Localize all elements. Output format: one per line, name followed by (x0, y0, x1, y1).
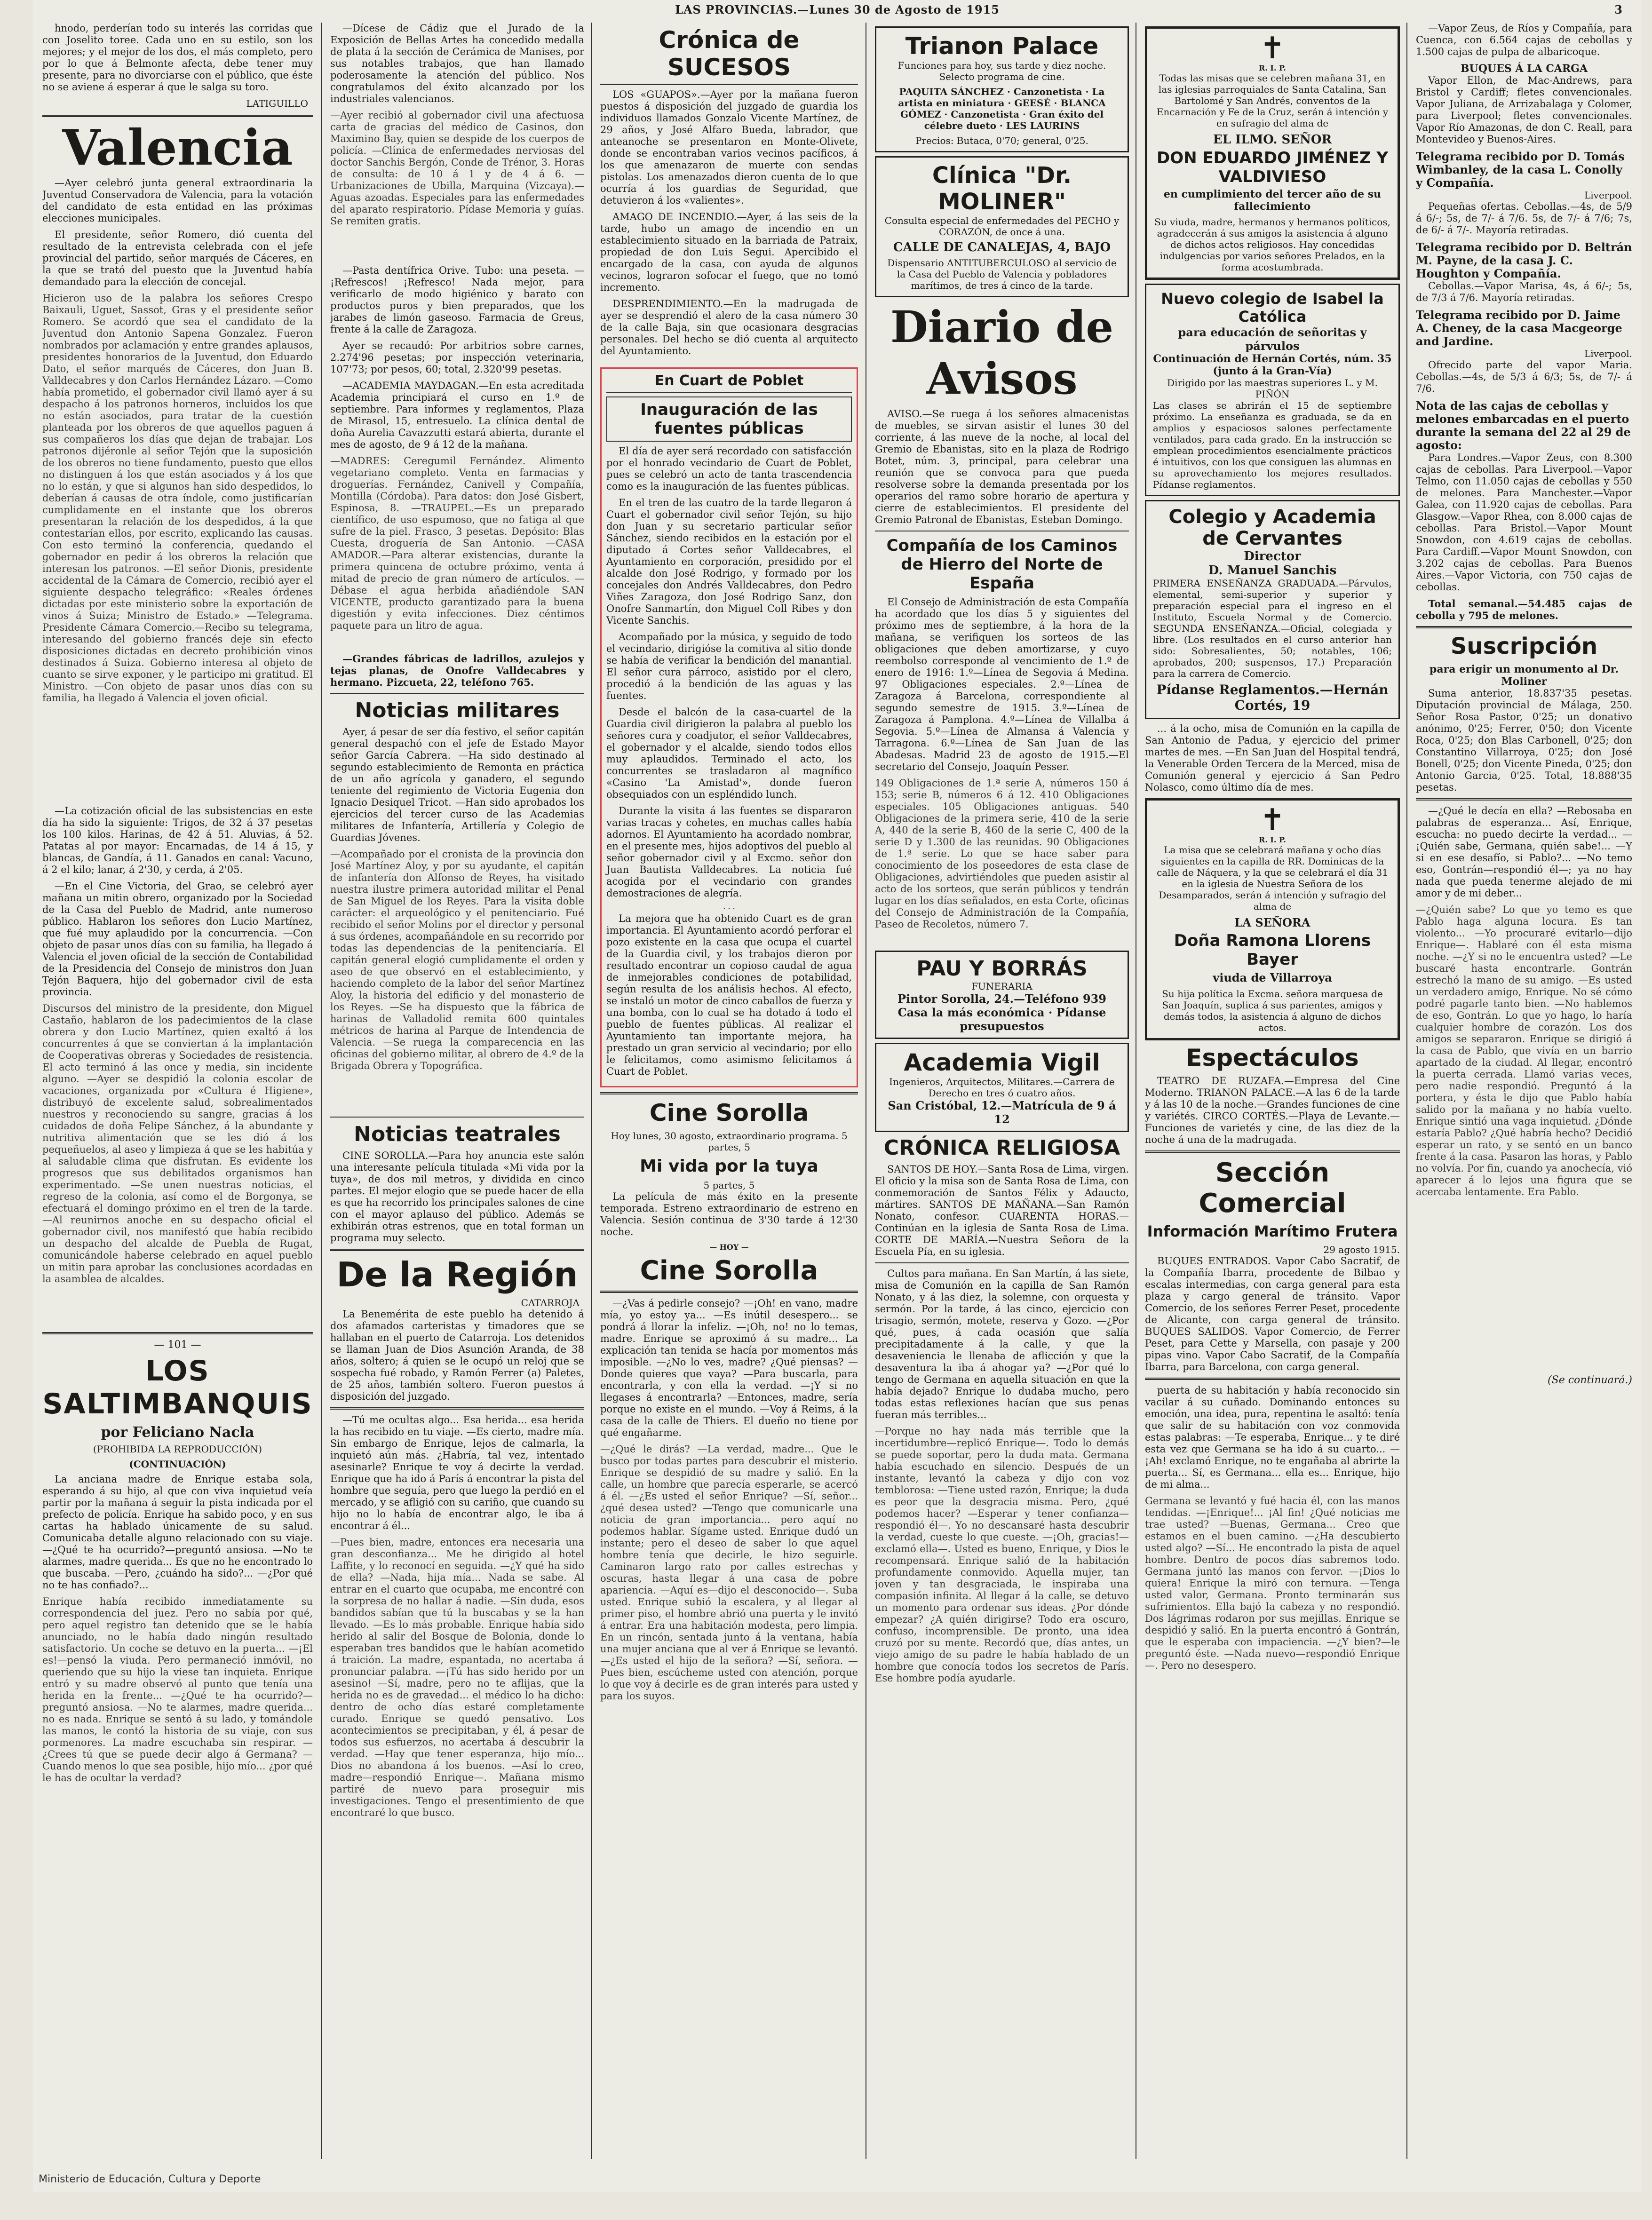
academia-text: Ingenieros, Arquitectos, Militares.—Carrera de Derecho en tres ó cuatro años. (889, 1076, 1115, 1099)
poblet-article-box (600, 367, 858, 1087)
feuilleton-text: puerta de su habitación y había reconocido sin vacilar á su cuñado. Dominando entonces su emoción, una idea, pura, repentina le asaltó: tenía que salir de su habitación con voz conmovida estas palabras: —Te esperaba, Enrique... y te diré esta vez que Germana se ha ido á su cuarto... —¡Ah! exclamó Enrique, no te engañaba al abrirte la puerta... Sí, es Germana... ella es... Enrique, hijo de mi alma... (1145, 1385, 1400, 1490)
feuilleton-title: LOS SALTIMBANQUIS (42, 1355, 313, 1420)
divider (1145, 1378, 1400, 1380)
pau-title: PAU Y BORRÁS (916, 957, 1088, 981)
telegram-title: Telegrama recibido por D. Tomás Wimbanley, de la casa L. Conolly y Compañía. (1416, 150, 1625, 190)
divider (1416, 798, 1632, 801)
divider (875, 1262, 1129, 1263)
end-note: (Se continuará.) (1548, 1374, 1632, 1386)
obituary-name: Doña Ramona Llorens Bayer (1174, 931, 1371, 969)
filler-text: 149 Obligaciones de 1.ª serie A, números 150 á 153; serie B, números 6 á 12. 410 Obligaciones especiales. 105 Obligaciones antiguas. 540 Obligaciones de la primera serie, 410 de la serie A, 440 de la serie B, 460 de la serie C, 400 de la serie D y 1.300 de las reunidas. 90 Obligaciones de 1.ª serie. Lo que se hace saber para conocimiento de los poseedores de esta clase de Obligaciones, advirtiéndoles que pueden asistir al acto de los sorteos, que serán públicos y tendrán lugar en los días señalados, en esta Corte, oficinas del Consejo de Administración de la Compañía, Paseo de Recoletos, número 7. (875, 777, 1129, 930)
column-rule (591, 23, 592, 2159)
nota-text: Para Londres.—Vapor Zeus, con 8.300 cajas de cebollas. Para Liverpool.—Vapor Telmo, con 11.050 cajas de cebollas y 550 de melones. Para Manchester.—Vapor Galea, con 11.920 cajas de cebollas. Para Glasgow.—Vapor Rhea, con 8.000 cajas de cebollas. Para Bristol.—Vapor Mount Snowdon, con 4.619 cajas de cebollas. Para Cardiff.—Vapor Mount Snowdon, con 3.202 cajas de cebollas. Para Buenos Aires.—Vapor Victoria, con 750 cajas de cebollas. (1416, 452, 1632, 593)
divider (330, 1249, 584, 1251)
divider (42, 115, 313, 117)
filler-text: —Ayer recibió al gobernador civil una afectuosa carta de gracias del médico de Casinos, don Maximino Bay, quien se despide de los cuerpos de policía. —Clínica de enfermedades nerviosas del doctor Sanchis Bergón, Conde de Trénor, 3. Horas de consulta: de 10 á 1 y de 4 á 6. —Urbanizaciones de Ubilla, Marquina (Vizcaya).—Aguas azoadas. Especiales para las enfermedades del aparato respiratorio. Pídase Memoria y guías. Se remiten gratis. (330, 110, 584, 227)
trianon-title: Trianon Palace (905, 32, 1099, 60)
footer-credit: Ministerio de Educación, Cultura y Deporte (39, 2173, 261, 2185)
suscripcion-title: Suscripción (1450, 633, 1598, 659)
article-text: —Ayer celebró junta general extraordinaria la Juventud Conservadora de Valencia, para la votación del candidato de esta entidad en las próximas elecciones municipales. (42, 177, 313, 224)
page-number: 3 (1614, 3, 1623, 16)
divider (42, 1332, 313, 1334)
article-text: —En el Cine Victoria, del Grao, se celebró ayer mañana un mitin obrero, organizado por la Sociedad de la Casa del Pueblo de Madrid, ante numeroso público. Hablaron los señores don Lucio Martínez, que fué muy aplaudido por la concurrencia. —Con objeto de pasar unos días con su familia, ha llegado á Valencia el joven oficial de la sección de Contabilidad de la Presidencia del Consejo de ministros don Juan Tejón Baquera, hijo del gobernador civil de esta provincia. (42, 880, 313, 998)
filler-text: —¿Quién sabe? Lo que yo temo es que Pablo haga alguna locura. Es tan violento... —Yo procuraré evitarlo—dijo Enrique—. Hablaré con él esta misma noche. —¿Y si no le encuentra usted? —Le buscaré hasta encontrarle. Gontrán estrechó la mano de su amigo. —Es usted un verdadero amigo, Enrique. No sé cómo podré pagarle tanto bien. —No hablemos de eso, Gontrán. Lo que yo hago, lo haría cualquier hombre de corazón. Los dos amigos se separaron. Enrique se dirigió á la casa de Pablo, que vivía en un barrio apartado de la ciudad. Al llegar, encontró la puerta cerrada. Llamó varias veces, pero nadie respondió. Preguntó á la portera, y ésta le dijo que Pablo había salido por la mañana y no había vuelto. Enrique sintió una vaga inquietud. ¿Dónde estaría Pablo? ¿Qué habría hecho? Decidió esperar un rato, y se sentó en un banco frente á la casa. Pasaron las horas, y Pablo no volvía. Por fin, cuando ya anochecía, vió aparecer á lo lejos una figura que se acercaba lentamente. Era Pablo. (1416, 904, 1632, 1197)
ad-clinica-moliner (875, 156, 1129, 297)
poblet-headline: Inauguración de las fuentes públicas (606, 396, 852, 442)
isabel-subtitle: para educación de señoritas y párvulos (1178, 325, 1367, 353)
filler-text: Germana se levantó y fué hacia él, con las manos tendidas. —¡Enrique!... ¡Al fin! ¿Qué noticias me trae usted? —Buenas, Germana... Creo que estamos en el buen camino. —¿Ha descubierto usted algo? —Sí... He encontrado la pista de aquel hombre. Dentro de pocos días sabremos todo. Germana juntó las manos con fervor. —¡Dios lo quiera! Enrique la miró con ternura. —Tenga usted valor, Germana. Pronto terminarán sus sufrimientos. Ella bajó la cabeza y no respondió. Dos lágrimas rodaron por sus mejillas. Enrique se despidió y salió. En la puerta encontró á Gontrán, que le esperaba con impaciencia. —¿Y bien?—le preguntó éste. —Nada nuevo—respondió Enrique—. Pero no desespero. (1145, 1495, 1400, 1671)
ad-trianon (875, 26, 1129, 152)
feuilleton-text: —Tú me ocultas algo... Esa herida... esa herida la has recibido en tu viaje. —Es cierto, madre mía. Sin embargo de Enrique, lejos de calmarla, la inquietó aún más. ¿Habría, tal vez, intentado asesinarle? Enrique te voy á decirte la verdad. Enrique que ha ido á París á encontrar la pista del hombre que seguía, pero que luego la perdió en el mercado, y se afligió con su cariño, que cuando su hijo no lo había de encontrar algo, le iba á encontrar á él... (330, 1414, 584, 1531)
column-4 (875, 23, 1129, 2158)
filler-text: —Porque no hay nada más terrible que la incertidumbre—replicó Enrique—. Todo lo demás se puede soportar, pero la duda mata. Germana había escuchado en silencio. Después de un instante, levantó la cabeza y dijo con voz temblorosa: —Tiene usted razón, Enrique; la duda es peor que la desgracia misma. Pero, ¿qué podemos hacer? —Esperar y tener confianza—respondió él—. Yo no descansaré hasta descubrir la verdad, cueste lo que cueste. —¡Oh, gracias!—exclamó ella—. Usted es bueno, Enrique, y Dios le recompensará. Enrique salió de la habitación profundamente conmovido. Aquella mujer, tan joven y tan desgraciada, le inspiraba una compasión infinita. Al llegar á la calle, se detuvo un momento para ordenar sus ideas. ¿Por dónde empezar? ¿A quién dirigirse? Todo era oscuro, confuso, incomprensible. De pronto, una idea cruzó por su mente. Recordó que, días antes, un viejo amigo de su padre le había hablado de un hombre que conocía todos los secretos de París. Ese hombre podía ayudarle. (875, 1426, 1129, 1684)
isabel-directors: Dirigido por las maestras superiores L. y M. PIÑÓN (1167, 377, 1378, 400)
masthead (33, 3, 1642, 19)
feuilleton-author: por Feliciano Nacla (101, 1424, 254, 1441)
masthead-title: LAS PROVINCIAS.—Lunes 30 de Agosto de 1915 (675, 3, 1000, 16)
divider (330, 693, 584, 694)
divider (600, 1291, 858, 1293)
obituary-jimenez (1145, 26, 1400, 280)
cine-film-parts: 5 partes, 5 (703, 1180, 755, 1191)
article-text: —Dícese de Cádiz que el Jurado de la Exposición de Bellas Artes ha concedido medalla de plata á la sección de Cerámica de Manises, por sus notables trabajos, que han llamado poderosamente la atención del público. Nos congratulamos del éxito alcanzado por los industriales valencianos. (330, 23, 584, 104)
cervantes-footer: Pídanse Reglamentos.—Hernán Cortés, 19 (1156, 682, 1389, 713)
section-title-teatrales: Noticias teatrales (354, 1122, 561, 1146)
pau-subtitle: FUNERARIA (971, 981, 1032, 992)
isabel-text: Las clases se abrirán el 15 de septiembre próximo. La enseñanza es graduada, se da en amplios y espaciosos salones perfectamente ventilados, para cada grado. En la instrucción se emplean procedimientos esencialmente prácticos é intuitivos, con los que consiguen las alumnas en su aprovechamiento los mejores resultados. Pídanse reglamentos. (1153, 400, 1392, 490)
article-text: CINE SOROLLA.—Para hoy anuncia este salón una interesante película titulada «Mi vida por la tuya», de dos mil metros, y dividida en cinco partes. El mejor elogio que se puede hacer de ella es que ha recorrido los principales salones de cine con el mayor aplauso del público. Además se exhibirán otras estrenos, que en total forman un programa muy selecto. (330, 1150, 584, 1244)
feuilleton-text: La anciana madre de Enrique estaba sola, esperando á su hijo, al que con viva inquietud veía partir por la mañana á seguir la pista indicada por el prefecto de policía. Enrique ha sabido poco, y en sus cartas ha hablado únicamente de su salud. Comunicaba detalle alguno relacionado con su viaje. —¿Qué te ha ocurrido?—preguntó ansiosa. —No te alarmes, madre querida... Es que no he encontrado lo que buscaba. —Pero, ¿cuándo ha sido?... —¿Por qué no te has confiado?... (42, 1474, 313, 1591)
column-1 (42, 23, 313, 2158)
telegram-title: Telegrama recibido por D. Beltrán M. Payne, de la casa J. C. Houghton y Compañía. (1416, 240, 1632, 280)
cine-film-title: Mi vida por la tuya (640, 1157, 818, 1176)
article-signature: LATIGUILLO (246, 98, 308, 109)
poblet-text: Acompañado por la música, y seguido de todo el vecindario, dirigióse la comitiva al sitio donde se había de verificar la bendición del manantial. El señor cura párroco, asistido por el clero, procedió á la bendición de las aguas y las fuentes. (606, 631, 852, 701)
market-prices: —La cotización oficial de las subsistencias en este día ha sido la siguiente: Trigos, de 32 á 37 pesetas los 100 kilos. Harinas, de 42 á 51. Aluvias, á 52. Patatas al por mayor: Encarnadas, de 14 á 15, y blancas, de Gandía, á 11. Ganados en canal: Vacuno, á 2 el kilo; lanar, á 2'30, y cerda, á 2'05. (42, 805, 313, 875)
ad-isabel-catolica (1145, 284, 1400, 496)
comercial-date: 29 agosto 1915. (1323, 1244, 1400, 1255)
nota-title: Nota de las cajas de cebollas y melones embarcadas en el puerto durante la semana del 22 al 29 de agosto: (1416, 399, 1631, 452)
telegram-text: Ofrecido parte del vapor Maria. Cebollas.—4s, de 5/3 á 6/3; 5s, de 7/- á 7/6. (1416, 359, 1632, 394)
nota-total: Total semanal.—54.485 cajas de cebolla y 795 de melones. (1416, 598, 1632, 621)
pau-address: Pintor Sorolla, 24.—Teléfono 939 (897, 992, 1106, 1006)
filler-text: —¿Qué le dirás? —La verdad, madre... Que le busco por todas partes para descubrir el misterio. Enrique se despidió de su madre y salió. En la calle, un hombre que parecía esperarle, se acercó á él. —¿Es usted el señor Enrique? —Sí, señor... ¿qué desea usted? —Tengo que comunicarle una noticia de gran importancia... pero aquí no podemos hablar. Sígame usted. Enrique dudó un instante; pero el deseo de saber lo que aquel hombre tenía que decirle, le hizo seguirle. Caminaron largo rato por calles estrechas y oscuras, hasta llegar á una casa de pobre apariencia. —Aquí es—dijo el desconocido—. Suba usted. Enrique subió la escalera, y al llegar al primer piso, el hombre abrió una puerta y le invitó á entrar. Era una habitación modesta, pero limpia. En un rincón, sentada junto á la ventana, había una mujer anciana que al ver á Enrique se levantó. —¿Es usted el hijo de la señora? —Sí, señora. —Pues bien, escúcheme usted con atención, porque lo que voy á decirle es de gran interés para usted y para los suyos. (600, 1443, 858, 1702)
article-text: La Benemérita de este pueblo ha detenido á dos afamados carteristas y timadores que se hallaban en el puerto de Catarroja. Los detenidos se llaman Juan de Dios Asunción Aranda, de 38 años, soltero; á quien se le ocupó un reloj que se sospecha fué robado, y Ramón Ferrer (a) Paletes, de 25 años, también soltero. Fueron puestos á disposición del juzgado. (330, 1308, 584, 1402)
religiosa-text: SANTOS DE HOY.—Santa Rosa de Lima, virgen. El oficio y la misa son de Santa Rosa de Lima, con conmemoración de Santos Félix y Adaucto, mártires. SANTOS DE MAÑANA.—San Ramón Nonato, confesor. CUARENTA HORAS.—Continúan en la iglesia de Santa Rosa de Lima. CORTE DE MARÍA.—Nuestra Señora de la Escuela Pía, en su iglesia. (875, 1164, 1129, 1257)
clinica-address: CALLE DE CANALEJAS, 4, BAJO (893, 240, 1111, 254)
obituary-family: Su hija política la Excma. señora marquesa de San Joaquín, suplica á sus parientes, amigos y demás todos, la asistencia á alguno de dichos actos. (1162, 988, 1383, 1033)
cervantes-text: PRIMERA ENSEÑANZA GRADUADA.—Párvulos, elemental, semi-superior y superior y preparación especial para el ingreso en el Instituto, Escuela Normal y de Comercio. SEGUNDA ENSEÑANZA.—Oficial, colegiada y libre. (Los resultados en el curso anterior han sido: Sobresalientes, 50; notables, 106; aprobados, 200; suspensos, 17.) Preparación para la carrera de Comercio. (1153, 578, 1392, 679)
ads-text: —Pasta dentífrica Orive. Tubo: una peseta. —¡Refrescos! ¡Refresco! Nada mejor, para verificarlo de modo higiénico y barato con productos puros y bien preparados, que los jarabes de limón gaseoso. Farmacia de Greus, frente á la calle de Zaragoza. (330, 265, 584, 335)
cervantes-director: D. Manuel Sanchis (1208, 563, 1337, 578)
feuilleton-text: Cultos para mañana. En San Martín, á las siete, misa de Comunión en la capilla de San Ramón Nonato, y á las diez, la solemne, con orquesta y sermón. Por la tarde, á las cinco, ejercicio con trisagio, sermón, motete, reserva y Gozo. —¿Por qué, pues, á cada ocasión que salía precipitadamente á la calle, y que la desaveniencia le llenaba de aflicción y que la desaventura la iba á ahogar ya? —¿Por qué lo tengo de Germana en aquella situación en que la había dejado? Enrique lo dudaba mucho, pero todas estas reflexiones hacían que sus penas fueran más terribles... (875, 1268, 1129, 1420)
espectaculos-title: Espectáculos (1186, 1044, 1359, 1071)
aviso-text: AVISO.—Se ruega á los señores almacenistas de muebles, se sirvan asistir el lunes 30 del corriente, á las nueve de la noche, al local del Gremio de Ebanistas, sito en la plaza de Rodrigo Botet, núm. 3, principal, para celebrar una reunión que se convoca para que pueda resolverse sobre la demanda presentada por los operarios del ramo sobre horario de apertura y cierre de establecimientos. El presidente del Gremio Patronal de Ebanistas, Esteban Domingo. (875, 408, 1129, 525)
feuilleton-note: (PROHIBIDA LA REPRODUCCIÓN) (93, 1443, 262, 1455)
feuilleton-text: —¿Qué le decía en ella? —Rebosaba en palabras de esperanza... Así, Enrique, escucha: no puedo decirte la verdad... —¡Quién sabe, Germana, quién sabe!... —Y si en ese desafío, si Pablo?... —No temo eso, Gontrán—respondió él—; ya no hay nada que pueda tenerme alejado de mi amor y de mi deber... (1416, 805, 1632, 899)
obituary-occasion: en cumplimiento del tercer año de su fallecimiento (1163, 188, 1382, 213)
cine-sorolla-subtitle: Hoy lunes, 30 agosto, extraordinario programa. 5 partes, 5 (611, 1130, 848, 1153)
cronica-religiosa-title: CRÓNICA RELIGIOSA (883, 1136, 1120, 1160)
cervantes-director-label: Director (1244, 549, 1301, 563)
cine-hoy: — HOY — (709, 1243, 749, 1252)
column-5 (1145, 23, 1400, 2158)
poblet-text: Desde el balcón de la casa-cuartel de la Guardia civil dirigieron la palabra al pueblo los señores cura y coadjutor, el señor Valldecabres, el gobernador y el alcalde, siendo todos ellos muy aplaudidos. Terminado el acto, los concurrentes se trasladaron al magnífico «Casino 'La Amistad'», donde fueron obsequiados con un espléndido lunch. (606, 706, 852, 800)
obituary-name: DON EDUARDO JIMÉNEZ Y VALDIVIESO (1156, 149, 1389, 186)
compania-text: El Consejo de Administración de esta Compañía ha acordado que los días 5 y siguientes del próximo mes de septiembre, á la hora de la mañana, se verifiquen los sorteos de las obligaciones que deben amortizarse, y cuyo reembolso corresponde al vencimiento de 1.º de enero de 1916: 1.º—Línea de Segovia á Medina. 97 Obligaciones especiales. 2.º—Línea de Zaragoza á Barcelona, correspondiente al segundo semestre de 1915. 3.º—Línea de Zaragoza á Pamplona. 4.º—Línea de Villalba á Segovia. 5.º—Línea de Almansa á Valencia y Tarragona. 6.º—Línea de San Juan de las Abadesas. Madrid 23 de agosto de 1915.—El secretario del Consejo, Joaquín Pesser. (875, 596, 1129, 772)
cine-sorolla-title: Cine Sorolla (649, 1099, 809, 1126)
telegram-place: Liverpool. (1584, 348, 1632, 359)
feuilleton-number: — 101 — (154, 1339, 201, 1351)
buques-text: BUQUES ENTRADOS. Vapor Cabo Sacratif, de la Compañía Ibarra, procedente de Bilbao y escalas intermedias, con carga general para esta plaza y cargo general de tránsito. Vapor Comercio, de los señores Ferrer Peset, procedente de Alicante, con carga general de tránsito. BUQUES SALIDOS. Vapor Comercio, de Ferrer Peset, para Cette y Marsella, con pasaje y 200 pipas vino. Vapor Cabo Sacratif, de la Compañía Ibarra, para Barcelona, con carga general. (1145, 1255, 1400, 1372)
divider (330, 1117, 584, 1118)
section-title-valencia: Valencia (62, 119, 293, 176)
seccion-comercial-title: Sección Comercial (1199, 1158, 1346, 1219)
obituary-llorens (1145, 798, 1400, 1040)
cross-icon: ✝ (1260, 803, 1285, 838)
obituary-text: Todas las misas que se celebren mañana 31, en las iglesias parroquiales de Santa Catalina, San Bartolomé y San Andrés, conventos de la Encarnación y Fe de la Cruz, serán á intención y en sufragio del alma de (1156, 72, 1389, 129)
article-text: hnodo, perderían todo su interés las corridas que con Joselito toree. Cada uno en su estilo, son los mejores; y el mejor de los dos, el más completo, pero por lo que á Belmonte afecta, debe tener muy presente, para no divorciarse con el público, que éste no se aviene á esperar á que le salga su toro. (42, 23, 313, 93)
obituary-honor: LA SEÑORA (1234, 916, 1310, 929)
obituary-widow: viuda de Villarroya (1213, 971, 1332, 984)
trianon-artists: PAQUITA SÁNCHEZ · Canzonetista · La artista en miniatura · GEESÉ · BLANCA GÓMEZ · Canzonetista · Gran éxito del célebre dueto · LES LAURINS (898, 86, 1106, 131)
column-6 (1416, 23, 1632, 2158)
espectaculos-text: TEATRO DE RUZAFA.—Empresa del Cine Moderno. TRIANON PALACE.—A las 6 de la tarde y á las 10 de la noche.—Grandes funciones de cine y variétés. CIRCO CORTÉS.—Playa de Levante.—Funciones de varietés y cine, de las diez de la noche á una de la madrugada. (1145, 1075, 1400, 1145)
feuilleton-text: —¿Vas á pedirle consejo? —¡Oh! en vano, madre mía, yo estoy ya... —Es inútil desespero... se pondrá á llorar la infeliz. —¡Oh, no! no lo temas, madre. Enrique se aproximó á su madre... La explicación tan tenida se hacía por momentos más imposible. —¿No lo ves, madre? ¿Qué piensas? —Donde quieres que vaya? —Para buscarla, para encontrarla, y con ella la verdad. —¡Y si no llegases á encontrarla? —Entonces, madre, sería porque no existe en el mundo. —Voy á Reims, á la casa de la calle de Thiers. El dueño no tiene por qué engañarme. (600, 1298, 858, 1438)
article-text: ... á la ocho, misa de Comunión en la capilla de San Antonio de Padua, y ejercicio del primer martes de mes. —En San Juan del Hospital tendrá, la Venerable Orden Tercera de la Merced, misa de Comunión general y ejercicio á San Pedro Nolasco, como último día de mes. (1145, 723, 1400, 793)
clinica-text: Consulta especial de enfermedades del PECHO y CORAZÓN, de once á una. (884, 215, 1120, 238)
filler-text: Discursos del ministro de la presidente, don Miguel Castaño, hablaron de los padecimientos de la clase obrera y don Lucio Martínez, quien exaltó á los concurrentes á que se conviertan á la implantación de Cooperativas obreras y Sociedades de resistencia. El acto terminó á las once y media, sin incidente alguno. —Ayer se despidió la colonia escolar de vacaciones, organizada por «Cultura é Higiene», distribuyó de excelente salud, sobrealimentados nuestros y reconociendo su sangre, gracias á los cuidados de doña Felipe Sánchez, á la abundante y nutritiva alimentación que se les dió á los pequeñuelos, al aseo y limpieza á que se les habitúa y al saludable clima que disfrutan. Es evidente los progresos que sus debilitados organismos han experimentado. —Se unen nuestras noticias, el regreso de la colonia, así como el de Borgonya, se efectuará el domingo próximo en el tren de la tarde. —Al reunirnos anoche en su despacho oficial el gobernador civil, nos manifestó que había recibido un despacho del alcalde de Puebla de Rugat, comunicándole haberse celebrado en aquel pueblo un mitin para aprobar las conclusiones acordadas en la asamblea de alcaldes. (42, 1003, 313, 1284)
divider (1145, 1150, 1400, 1153)
cross-icon: ✝ (1260, 31, 1285, 66)
telegram-text: Cebollas.—Vapor Marisa, 4s, á 6/-; 5s, de 7/3 á 7/6. Mayoría retiradas. (1416, 280, 1632, 303)
academia-address: San Cristóbal, 12.—Matrícula de 9 á 12 (888, 1099, 1116, 1126)
telegram-text: Pequeñas ofertas. Cebollas.—4s, de 5/9 á 6/-; 5s, de 7/- á 7/6. 5s, de 7/- á 7/6; 7s, de 6/- á 7/-. Mayoría retiradas. (1416, 201, 1632, 236)
diario-avisos-title: Diario de Avisos (890, 301, 1113, 404)
article-text: El presidente, señor Romero, dió cuenta del resultado de la entrevista celebrada con el jefe provincial del partido, señor marqués de Cáceres, en la que se trató del puesto que la Juventud había demandado para la elección de concejal. (42, 229, 313, 287)
column-3 (600, 23, 858, 2158)
column-2 (330, 23, 584, 2158)
ad-azulejos: —Grandes fábricas de ladrillos, azulejos y tejas planas, de Onofre Valldecabres y hermano. Pizcueta, 22, teléfono 765. (330, 653, 584, 688)
divider (1416, 626, 1632, 628)
obituary-text: La misa que se celebrará mañana y ocho días siguientes en la capilla de RR. Dominicas de la calle de Náquera, y la que se celebrará el día 31 en la iglesia de Nuestra Señora de los Desamparados, serán á intención y sufragio del alma de (1157, 844, 1388, 912)
cervantes-title: Colegio y Academia de Cervantes (1168, 506, 1376, 549)
obituary-honor: EL ILMO. SEÑOR (1213, 133, 1332, 147)
filler-text: Hicieron uso de la palabra los señores Crespo Baixauli, Uguet, Sassot, Gras y el presidente señor Romero. Se acordó que sea el candidato de la Juventud don Antonio Sapena Gonzalez. Fueron nombrados por aclamación y entre grandes aplausos, presidentes honorarios de la Juventud, don Eduardo Dato, el señor marqués de Cáceres, don Juan B. Valldecabres y don Carlos Hernández Lázaro. —Como había prometido, el gobernador civil llamó ayer á su despacho á los patronos horneros, incluidos los que no están asociados, para tratar de la cuestión planteada por los obreros de que aquellos paguen á sus compañeros los días que dejan de trabajar. Los patronos dijéronle al señor Tejón que la suposición de los obreros no tiene fundamento, puesto que ellos no distinguen á los que están asociados y á los que no lo están, y que si algunos han sido despedidos, lo deberían á causas de otra índole, como justificarían cumplidamente en el instante que los obreros presentaran la relación de los despedidos, á la que contestarían ellos, por escrito, explicando las causas. Con esto terminó la conferencia, quedando el gobernador en pedir á los obreros la relación que interesan los patronos. —El señor Dionis, presidente accidental de la Cámara de Comercio, recibió ayer el siguiente despacho telegráfico: «Reales órdenes dictadas por este ministerio sobre la exportación de vinos á Suiza; Ministro de Estado.» —Telegrama. Presidente Cámara Comercio.—Recibo su telegrama, interesando del gobierno francés deje sin efecto disposiciones dictadas en decreto prohibición vinos destinados á Suiza. Gobierno interesa al objeto de cuanto se sirve exponer, y le participo mi gratitud. El Ministro. —Con objeto de pasar unos días con su familia, ha llegado á Valencia el joven oficial. (42, 293, 313, 704)
column-rule (321, 23, 322, 2159)
separator-dots: · · · (723, 904, 735, 913)
article-text: AMAGO DE INCENDIO.—Ayer, á las seis de la tarde, hubo un amago de incendio en un establecimiento situado en la barriada de Patraix, propiedad de don Luis Segui. Apercibido el encargado de la casa, con ayuda de algunos vecinos, lograron sofocar el fuego, que no tomó incremento. (600, 211, 858, 293)
poblet-text: Durante la visita á las fuentes se dispararon varias tracas y cohetes, en muchas calles había adornos. El Ayuntamiento ha acordado nombrar, en el presente mes, hijos adoptivos del pueblo al señor gobernador civil y al Excmo. señor don Juan Bautista Valldecabres. La noticia fué acogida por el vecindario con grandes demostraciones de alegría. (606, 805, 852, 899)
seccion-comercial-subtitle: Información Marítimo Frutera (1147, 1222, 1398, 1240)
compania-title: Compañía de los Caminos de Hierro del Norte de España (886, 536, 1118, 593)
poblet-text: En el tren de las cuatro de la tarde llegaron á Cuart el gobernador civil señor Tejón, su hijo don Juan y su secretario particular señor Sánchez, siendo recibidos en la estación por el diputado á Cortes señor Valldecabres, el Ayuntamiento en corporación, presidido por el alcalde don José Rodrigo, y formado por los concejales don Andrés Valldecabres, don Pedro Viñes Zaragoza, don José Rodrigo Sanz, don Onofre Sanmartín, don Miguel Coll Ribes y don Vicente Sanchis. (606, 497, 852, 626)
filler-text: Enrique había recibido inmediatamente su correspondencia del juez. Pero no sabía por qué, pero aquel registro tan detenido que se le había anunciado, no le había dado ningún resultado satisfactorio. Un coche se detuvo en la puerta... —¡El es!—pensó la viuda. Pero permaneció inmóvil, no queriendo que su hijo la viese tan inquieta. Enrique entró y su madre observó al punto que tenía una herida en la frente... —¿Qué te ha ocurrido?—preguntó ansiosa. —No te alarmes, madre querida... no es nada. Enrique se sentó á su lado, y tomándole las manos, le contó la historia de su viaje, con sus pormenores. La madre escuchaba sin respirar. —¿Crees tú que se puede decir algo á Germana? —Cuando menos lo que sea posible, hijo mío... ¿por qué le has de ocultar la verdad? (42, 1596, 313, 1784)
newspaper-page (33, 0, 1642, 2192)
divider (330, 1407, 584, 1410)
ad-cervantes (1145, 500, 1400, 719)
poblet-kicker: En Cuart de Poblet (606, 373, 852, 393)
ad-pau-borras (875, 951, 1129, 1039)
filler-text: —Acompañado por el cronista de la provincia don José Martínez Aloy, y por su ayudante, el capitán de infantería don Alfonso de Reyes, ha visitado nuestra ilustre primera autoridad militar el Penal de San Miguel de los Reyes. Para la visita doble carácter: el arqueológico y el penitenciario. Fué recibido el señor Molins por el director y personal á sus órdenes, acompañándole en su recorrido por todas las dependencias de la penitenciaría. El capitán general elogió cumplidamente el orden y aseo de que observó en el establecimiento, y haciendo completo de la labor del señor Martínez Aloy, la historia del edificio y del monasterio de los Reyes. —Se ha dispuesto que la fábrica de harinas de Valladolid remita 600 quintales métricos de harina al Parque de Intendencia de Valencia. —Se ruega la comparecencia en las oficinas del gobierno militar, al obrero de 4.º de la Brigada Obrera y Topográfica. (330, 848, 584, 1071)
suscripcion-text: Suma anterior, 18.837'35 pesetas. Diputación provincial de Málaga, 250. Señor Rosa Pastor, 0'25; un donativo anónimo, 0'25; Ferrer, 0'50; don Vicente Roca, 0'25; don Blas Carbonell, 0'25; don Constantino Villarroya, 0'25; don José Bonell, 0'25; don Vicente Pineda, 0'25; don Antonio Garcia, 0'25. Total, 18.888'35 pesetas. (1416, 688, 1632, 793)
feuilleton-continuation: (CONTINUACIÓN) (129, 1459, 226, 1470)
filler-text: —MADRES: Ceregumil Fernández. Alimento vegetariano completo. Venta en farmacias y droguerías. Fernández, Canivell y Compañía, Montilla (Córdoba). Para datos: don José Gisbert, Espinosa, 8. —TRAUPEL.—Es un preparado científico, de uso espumoso, que no fatiga al que sufre de la piel. Frasco, 3 pesetas. Depósito: Blas Cuesta, droguería de San Antonio. —CASA AMADOR.—Para alterar existencias, durante la primera quincena de octubre próximo, venta á mitad de precio de gran número de artículos. —Débase el agua herbida añadiéndole SAN VICENTE, producto garantizado para la buena digestión y evita infecciones. Diez céntimos paquete para un litro de agua. (330, 455, 584, 631)
article-text: DESPRENDIMIENTO.—En la madrugada de ayer se desprendió el alero de la casa número 30 de la calle Baja, sin que ocasionara desgracias personales. Del hecho se dió cuenta al arquitecto del Ayuntamiento. (600, 298, 858, 357)
cine-sorolla-title-2: Cine Sorolla (640, 1255, 818, 1286)
clinica-text-2: Dispensario ANTITUBERCULOSO al servicio de la Casa del Pueblo de Valencia y pobladores marítimos, de tres á cinco de la tarde. (887, 257, 1117, 291)
academia-title: Academia Vigil (904, 1049, 1100, 1076)
rip-label: R. I. P. (1258, 835, 1286, 844)
poblet-text: La mejora que ha obtenido Cuart es de gran importancia. El Ayuntamiento acordó perforar el pozo existente en la casa que ocupa el cuartel de la Guardia civil, y los trabajos dieron por resultado encontrar un copioso caudal de agua de inmejorables condiciones de potabilidad, según resulta de los análisis hechos. Al efecto, se instaló un motor de cinco caballos de fuerza y una bomba, con lo cual se ha dotado á todo el pueblo de fuentes públicas. Al realizar el Ayuntamiento tan importante mejora, ha prestado un gran servicio al vecindario; por ello le felicitamos, como asimismo felicitamos á Cuart de Poblet. (606, 913, 852, 1077)
telegram-place: Liverpool. (1584, 190, 1632, 201)
article-text: —ACADEMIA MAYDAGAN.—En esta acreditada Academia principiará el curso en 1.º de septiembre. Para informes y reglamentos, Plaza de Mirasol, 15, entresuelo. La clínica dental de doña Aurelia Cavazzutti estará abierta, durante el mes de agosto, de 9 á 12 de la mañana. (330, 380, 584, 450)
buques-carga-text: Vapor Ellon, de Mac-Andrews, para Bristol y Cardiff; fletes convencionales. Vapor Juliana, de Arrizabalaga y Colomer, para Liverpool; fletes convencionales. Vapor Río Amazonas, de don C. Reall, para Montevideo y Buenos-Aires. (1416, 75, 1632, 145)
poblet-text: El día de ayer será recordado con satisfacción por el honrado vecindario de Cuart de Poblet, pues se celebró un acto de tanta trascendencia como es la inauguración de las fuentes públicas. (606, 445, 852, 492)
section-title-region: De la Región (336, 1255, 578, 1294)
section-title-sucesos: Crónica de SUCESOS (600, 26, 858, 85)
ad-academia-vigil (875, 1043, 1129, 1132)
isabel-address: Continuación de Hernán Cortés, núm. 35 (junto á la Gran-Vía) (1153, 353, 1392, 377)
article-text: —Vapor Zeus, de Ríos y Compañía, para Cuenca, con 6.564 cajas de cebollas y 1.500 cajas de pulpa de albaricoque. (1416, 23, 1632, 57)
region-town: CATARROJA (521, 1297, 580, 1308)
cine-text: La película de más éxito en la presente temporada. Estreno extraordinario de estreno en Valencia. Sesión continua de 3'30 tarde á 12'30 noche. (600, 1191, 858, 1237)
revenue-text: Ayer se recaudó: Por arbitrios sobre carnes, 2.274'96 pesetas; por inspección veterinaria, 107'73; por pesos, 60; total, 2.320'99 pesetas. (330, 340, 584, 375)
buques-carga-title: BUQUES Á LA CARGA (1460, 63, 1588, 75)
section-title-militares: Noticias militares (355, 698, 560, 722)
filler-text: —Pues bien, madre, entonces era necesaria una gran desconfianza... Me he dirigido al hotel Laffite, y lo reconocí en seguida. —¿Y qué ha sido de ella? —Nada, hija mía... Nada se sabe. Al entrar en el cuarto que ocupaba, me encontré con la sorpresa de no hallar á nadie. —Sin duda, esos bandidos sabían que tú la buscabas y se la han llevado. —Es lo más probable. Enrique había sido herido al salir del Bosque de Bolonia, donde lo esperaban tres bandidos que le habían acometido á traición. La madre, espantada, no acertaba á pronunciar palabra. —¡Tú has sido herido por un asesino! —Sí, madre, pero no te aflijas, que la herida no es de gravedad... el médico lo ha dicho: dentro de ocho días estaré completamente curado. Enrique se quedó pensativo. Los acontecimientos se precipitaban, y él, á pesar de todos sus esfuerzos, no acertaba á descubrir la verdad. —Hay que tener esperanza, hijo mío... Dios no abandona á los buenos. —Así lo creo, madre—respondió Enrique—. Mañana mismo partiré de nuevo para proseguir mis investigaciones. Tengo el presentimiento de que encontraré lo que busco. (330, 1537, 584, 1818)
suscripcion-subtitle: para erigir un monumento al Dr. Moliner (1429, 663, 1619, 688)
rip-label: R. I. P. (1258, 63, 1286, 72)
telegram-title: Telegrama recibido por D. Jaime A. Cheney, de la casa Macgeorge and Jardine. (1416, 308, 1622, 348)
clinica-title: Clínica "Dr. MOLINER" (932, 162, 1072, 215)
article-text: Ayer, á pesar de ser día festivo, el señor capitán general despachó con el jefe de Estado Mayor señor García Cabrera. —Ha sido destinado al segundo establecimiento de Remonta en práctica de un año agrícola y ganadero, el segundo teniente del regimiento de Victoria Eugenia don Ignacio Desiquel Tricot. —Han sido aprobados los ejercicios del tercer curso de las Academias militares de Infantería, Artillería y Colegio de Guardias Jóvenes. (330, 726, 584, 843)
isabel-title: Nuevo colegio de Isabel la Católica (1161, 290, 1384, 325)
pau-text: Casa la más económica · Pídanse presupuestos (897, 1006, 1106, 1033)
article-text: LOS «GUAPOS».—Ayer por la mañana fueron puestos á disposición del juzgado de guardia los individuos llamados Gonzalo Vicente Martínez, de 29 años, y José Alfaro Bueda, labrador, que anteanoche se presentaron en Monte-Olivete, donde se encontraban varios vecinos pacíficos, á los que amenazaron de muerte con sendas pistolas. Los amenazados dieron cuenta de lo que ocurría á los guardias de Seguridad, que detuvieron á los «valientes». (600, 89, 858, 206)
column-rule (1406, 23, 1407, 2159)
trianon-text: Funciones para hoy, sus tarde y diez noche. Selecto programa de cine. (897, 60, 1106, 82)
trianon-prices: Precios: Butaca, 0'70; general, 0'25. (915, 135, 1088, 146)
obituary-family: Su viuda, madre, hermanos y hermanos políticos, agradecerán á sus amigos la asistencia á alguno de dichos actos religiosos. Hay concedidas indulgencias por varios señores Prelados, en la forma acostumbrada. (1154, 216, 1390, 273)
divider (600, 1092, 858, 1094)
